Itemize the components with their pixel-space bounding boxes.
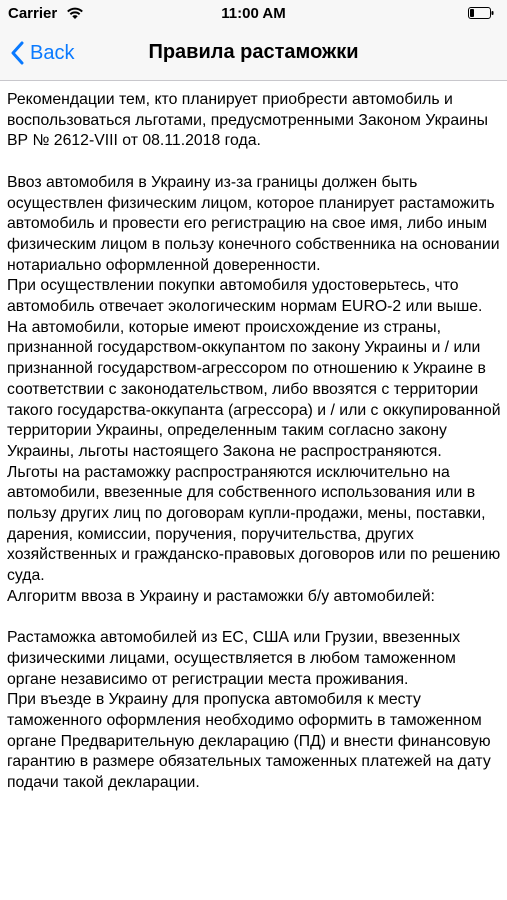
paragraph-intro: Рекомендации тем, кто планирует приобрести автомобиль и воспользоваться льготами, предусмотренными Законом Украины ВР № 2612-VIII от 08.11.2018 года.	[7, 91, 489, 150]
article-text-view[interactable]	[7, 90, 502, 900]
clock: 11:00 AM	[221, 5, 286, 22]
back-button-label: Back	[30, 41, 75, 64]
paragraph-benefit-scope: Льготы на растаможку распространяются исключительно на автомобили, ввезенные для собственного использования или в пользу других лиц по договорам купли-продажи, мены, поставки, дарения, комиссии, поручения, поручительства, других хозяйственных и гражданско-правовых договоров или по решению суда.	[7, 463, 501, 585]
paragraph-preliminary-declaration: При въезде в Украину для пропуска автомобиля к месту таможенного оформления необходимо оформить в таможенном органе Предварительную декларацию (ПД) и внести финансовую гарантию в размере обязательных таможенных платежей на дату подачи такой декларации.	[7, 691, 491, 792]
paragraph-euro-norm: При осуществлении покупки автомобиля удостоверьтесь, что автомобиль отвечает экологическим нормам EURO-2 или выше.	[7, 277, 483, 316]
paragraph-occupied-territory: На автомобили, которые имеют происхождение из страны, признанной государством-оккупантом по закону Украины и / или признанной государством-агрессором по отношению к Украине в соответствии с законодательством, либо ввозятся с территории такого государства-оккупанта (агрессора) и / или с оккупированной территории Украины, определенным таким согласно закону Украины, льготы настоящего Закона не распространяются.	[7, 318, 501, 460]
paragraph-spacer	[7, 608, 502, 629]
paragraph-customs-clearance: Растаможка автомобилей из ЕС, США или Грузии, ввезенных физическими лицами, осуществляется в любом таможенном органе независимо от регистрации места проживания.	[7, 629, 461, 688]
navigation-bar	[0, 28, 507, 81]
page-title: Правила растаможки	[148, 41, 359, 63]
paragraph-algorithm-heading: Алгоритм ввоза в Украину и растаможки б/у автомобилей:	[7, 587, 435, 605]
paragraph-import-owner: Ввоз автомобиля в Украину из-за границы должен быть осуществлен физическим лицом, которое планирует растаможить автомобиль и провести его регистрацию на свое имя, либо иным физическим лицом в пользу конечного собственника на основании нотариально оформленной доверенности.	[7, 173, 500, 274]
battery-icon	[468, 7, 494, 19]
status-bar	[0, 0, 507, 28]
carrier-label: Carrier	[8, 5, 58, 22]
paragraph-spacer	[7, 152, 502, 173]
